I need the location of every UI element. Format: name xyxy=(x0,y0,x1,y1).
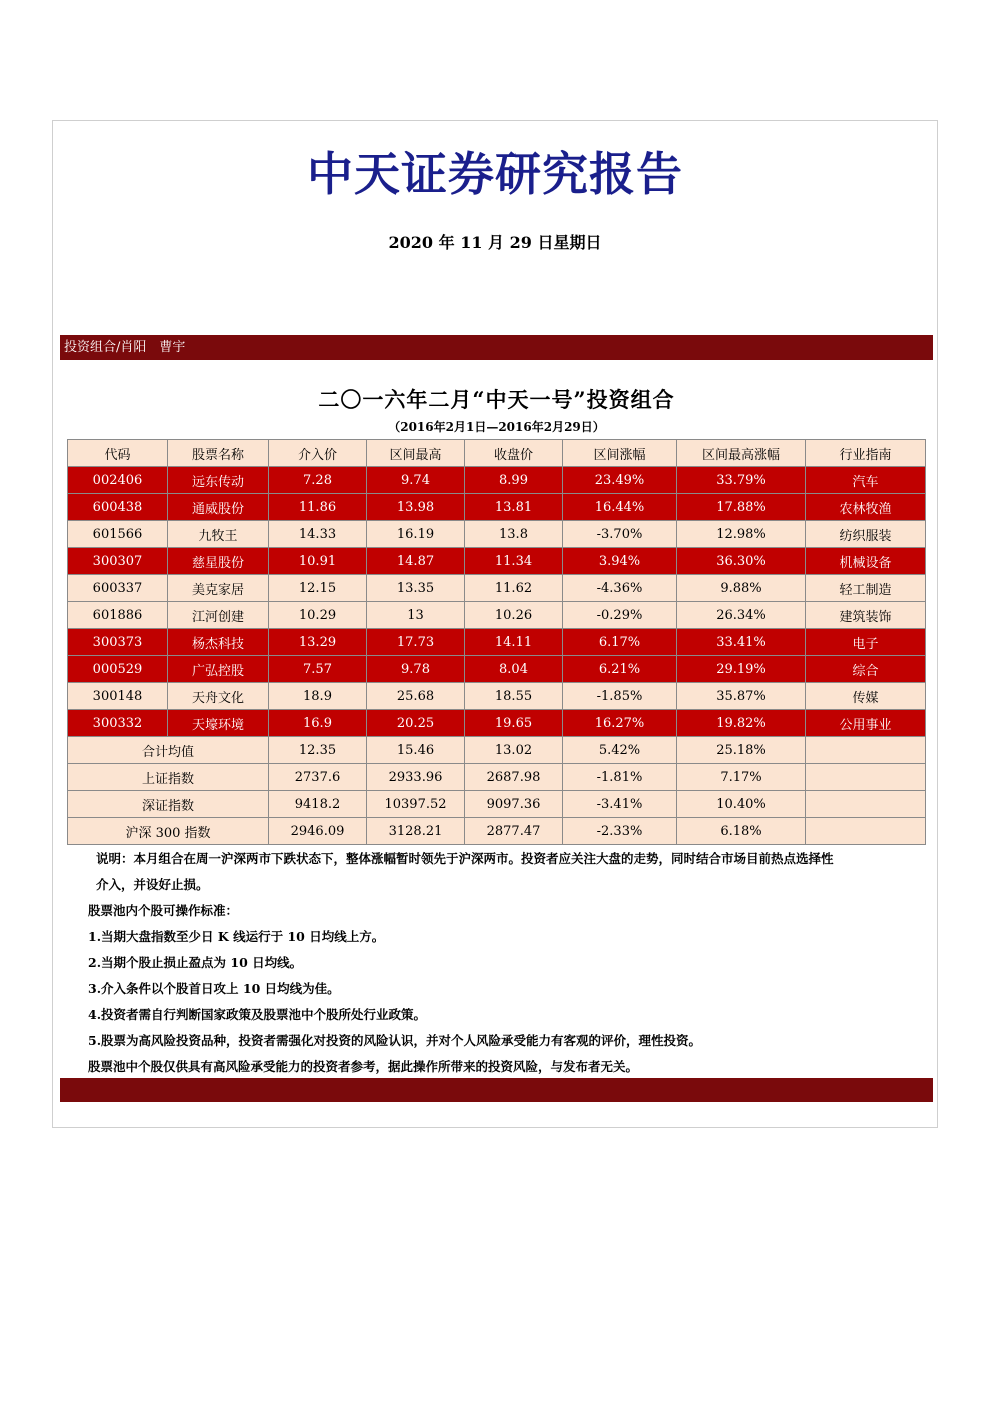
stock-row xyxy=(68,548,926,575)
max-change-cell: 33.41% xyxy=(677,629,806,656)
period-high-cell: 17.73 xyxy=(367,629,465,656)
portfolio-title: 二〇一六年二月“中天一号”投资组合 xyxy=(318,387,675,412)
period-change-cell: 3.94% xyxy=(563,548,677,575)
stock-row xyxy=(68,494,926,521)
max-change-cell: 26.34% xyxy=(677,602,806,629)
empty-industry-cell xyxy=(806,791,926,818)
entry-price-cell: 12.15 xyxy=(269,575,367,602)
period-high-cell: 13 xyxy=(367,602,465,629)
stock-code-cell: 002406 xyxy=(68,467,168,494)
note-explanation-1: 说明：本月组合在周一沪深两市下跌状态下，整体涨幅暂时领先于沪深两市。投资者应关注大盘的走势，同时结合市场目前热点选择性 xyxy=(96,851,834,866)
note-disclaimer: 股票池中个股仅供具有高风险承受能力的投资者参考，据此操作所带来的投资风险，与发布者无关。 xyxy=(88,1059,639,1074)
industry-cell: 建筑装饰 xyxy=(806,602,926,629)
industry-cell: 农林牧渔 xyxy=(806,494,926,521)
header-name: 股票名称 xyxy=(168,440,269,467)
max-change-cell: 35.87% xyxy=(677,683,806,710)
stock-row xyxy=(68,683,926,710)
period-high-cell: 10397.52 xyxy=(367,791,465,818)
header-period-change: 区间涨幅 xyxy=(563,440,677,467)
period-change-cell: -0.29% xyxy=(563,602,677,629)
stock-code-cell: 000529 xyxy=(68,656,168,683)
stock-code-cell: 601886 xyxy=(68,602,168,629)
empty-industry-cell xyxy=(806,737,926,764)
close-price-cell: 9097.36 xyxy=(465,791,563,818)
entry-price-cell: 10.91 xyxy=(269,548,367,575)
max-change-cell: 17.88% xyxy=(677,494,806,521)
entry-price-cell: 12.35 xyxy=(269,737,367,764)
period-change-cell: 23.49% xyxy=(563,467,677,494)
note-rule-5: 5.股票为高风险投资品种，投资者需强化对投资的风险认识，并对个人风险承受能力有客观的评价，理性投资。 xyxy=(88,1033,702,1048)
period-high-cell: 13.35 xyxy=(367,575,465,602)
banner-label: 投资组合/肖阳 曹宇 xyxy=(64,340,186,355)
period-high-cell: 20.25 xyxy=(367,710,465,737)
summary-row xyxy=(68,791,926,818)
close-price-cell: 11.34 xyxy=(465,548,563,575)
period-change-cell: -3.70% xyxy=(563,521,677,548)
table-header-row xyxy=(68,440,926,467)
stock-row xyxy=(68,710,926,737)
period-high-cell: 16.19 xyxy=(367,521,465,548)
period-high-cell: 13.98 xyxy=(367,494,465,521)
stock-name-cell: 通威股份 xyxy=(168,494,269,521)
stock-code-cell: 600438 xyxy=(68,494,168,521)
header-close-price: 收盘价 xyxy=(465,440,563,467)
entry-price-cell: 7.28 xyxy=(269,467,367,494)
summary-label-cell: 上证指数 xyxy=(68,764,269,791)
stock-name-cell: 远东传动 xyxy=(168,467,269,494)
max-change-cell: 9.88% xyxy=(677,575,806,602)
close-price-cell: 8.99 xyxy=(465,467,563,494)
period-high-cell: 15.46 xyxy=(367,737,465,764)
summary-row xyxy=(68,764,926,791)
close-price-cell: 2877.47 xyxy=(465,818,563,845)
stock-name-cell: 天壕环境 xyxy=(168,710,269,737)
max-change-cell: 10.40% xyxy=(677,791,806,818)
portfolio-table xyxy=(67,439,926,845)
note-rule-3: 3.介入条件以个股首日攻上 10 日均线为佳。 xyxy=(88,981,340,996)
stock-name-cell: 江河创建 xyxy=(168,602,269,629)
period-change-cell: 16.27% xyxy=(563,710,677,737)
period-high-cell: 9.74 xyxy=(367,467,465,494)
stock-code-cell: 600337 xyxy=(68,575,168,602)
header-period-high: 区间最高 xyxy=(367,440,465,467)
close-price-cell: 13.81 xyxy=(465,494,563,521)
close-price-cell: 14.11 xyxy=(465,629,563,656)
period-high-cell: 2933.96 xyxy=(367,764,465,791)
stock-code-cell: 601566 xyxy=(68,521,168,548)
industry-cell: 传媒 xyxy=(806,683,926,710)
stock-code-cell: 300148 xyxy=(68,683,168,710)
entry-price-cell: 2946.09 xyxy=(269,818,367,845)
period-change-cell: 6.17% xyxy=(563,629,677,656)
entry-price-cell: 10.29 xyxy=(269,602,367,629)
period-change-cell: -3.41% xyxy=(563,791,677,818)
stock-name-cell: 天舟文化 xyxy=(168,683,269,710)
portfolio-author-banner xyxy=(60,335,933,360)
close-price-cell: 13.8 xyxy=(465,521,563,548)
stock-name-cell: 杨杰科技 xyxy=(168,629,269,656)
entry-price-cell: 18.9 xyxy=(269,683,367,710)
summary-row xyxy=(68,737,926,764)
max-change-cell: 36.30% xyxy=(677,548,806,575)
entry-price-cell: 14.33 xyxy=(269,521,367,548)
entry-price-cell: 2737.6 xyxy=(269,764,367,791)
close-price-cell: 19.65 xyxy=(465,710,563,737)
period-change-cell: 16.44% xyxy=(563,494,677,521)
summary-row xyxy=(68,818,926,845)
max-change-cell: 19.82% xyxy=(677,710,806,737)
industry-cell: 公用事业 xyxy=(806,710,926,737)
entry-price-cell: 16.9 xyxy=(269,710,367,737)
portfolio-period: （2016年2月1日—2016年2月29日） xyxy=(388,420,605,434)
summary-label-cell: 沪深 300 指数 xyxy=(68,818,269,845)
note-explanation-2: 介入，并设好止损。 xyxy=(96,877,209,892)
close-price-cell: 8.04 xyxy=(465,656,563,683)
entry-price-cell: 11.86 xyxy=(269,494,367,521)
stock-row xyxy=(68,629,926,656)
stock-code-cell: 300332 xyxy=(68,710,168,737)
note-rule-2: 2.当期个股止损止盈点为 10 日均线。 xyxy=(88,955,303,970)
footer-banner xyxy=(60,1078,933,1102)
stock-code-cell: 300373 xyxy=(68,629,168,656)
entry-price-cell: 13.29 xyxy=(269,629,367,656)
empty-industry-cell xyxy=(806,764,926,791)
summary-label-cell: 深证指数 xyxy=(68,791,269,818)
header-max-change: 区间最高涨幅 xyxy=(677,440,806,467)
close-price-cell: 2687.98 xyxy=(465,764,563,791)
stock-name-cell: 慈星股份 xyxy=(168,548,269,575)
period-change-cell: 5.42% xyxy=(563,737,677,764)
stock-row xyxy=(68,602,926,629)
period-change-cell: -1.85% xyxy=(563,683,677,710)
report-date: 2020 年 11 月 29 日星期日 xyxy=(388,233,602,252)
industry-cell: 综合 xyxy=(806,656,926,683)
period-high-cell: 3128.21 xyxy=(367,818,465,845)
period-change-cell: -4.36% xyxy=(563,575,677,602)
stock-name-cell: 广弘控股 xyxy=(168,656,269,683)
empty-industry-cell xyxy=(806,818,926,845)
stock-name-cell: 九牧王 xyxy=(168,521,269,548)
entry-price-cell: 9418.2 xyxy=(269,791,367,818)
period-high-cell: 14.87 xyxy=(367,548,465,575)
close-price-cell: 11.62 xyxy=(465,575,563,602)
industry-cell: 汽车 xyxy=(806,467,926,494)
industry-cell: 电子 xyxy=(806,629,926,656)
close-price-cell: 10.26 xyxy=(465,602,563,629)
close-price-cell: 18.55 xyxy=(465,683,563,710)
industry-cell: 机械设备 xyxy=(806,548,926,575)
stock-row xyxy=(68,575,926,602)
note-standard-title: 股票池内个股可操作标准： xyxy=(88,903,239,918)
report-title: 中天证券研究报告 xyxy=(307,147,683,201)
note-rule-4: 4.投资者需自行判断国家政策及股票池中个股所处行业政策。 xyxy=(88,1007,427,1022)
period-high-cell: 25.68 xyxy=(367,683,465,710)
header-entry-price: 介入价 xyxy=(269,440,367,467)
period-high-cell: 9.78 xyxy=(367,656,465,683)
max-change-cell: 12.98% xyxy=(677,521,806,548)
industry-cell: 纺织服装 xyxy=(806,521,926,548)
header-industry: 行业指南 xyxy=(806,440,926,467)
max-change-cell: 6.18% xyxy=(677,818,806,845)
max-change-cell: 25.18% xyxy=(677,737,806,764)
close-price-cell: 13.02 xyxy=(465,737,563,764)
summary-label-cell: 合计均值 xyxy=(68,737,269,764)
max-change-cell: 29.19% xyxy=(677,656,806,683)
notes-section xyxy=(88,846,933,1080)
stock-row xyxy=(68,467,926,494)
stock-code-cell: 300307 xyxy=(68,548,168,575)
stock-row xyxy=(68,656,926,683)
header-code: 代码 xyxy=(68,440,168,467)
stock-name-cell: 美克家居 xyxy=(168,575,269,602)
period-change-cell: 6.21% xyxy=(563,656,677,683)
stock-row xyxy=(68,521,926,548)
max-change-cell: 7.17% xyxy=(677,764,806,791)
entry-price-cell: 7.57 xyxy=(269,656,367,683)
industry-cell: 轻工制造 xyxy=(806,575,926,602)
period-change-cell: -2.33% xyxy=(563,818,677,845)
note-rule-1: 1.当期大盘指数至少日 K 线运行于 10 日均线上方。 xyxy=(88,929,385,944)
period-change-cell: -1.81% xyxy=(563,764,677,791)
max-change-cell: 33.79% xyxy=(677,467,806,494)
